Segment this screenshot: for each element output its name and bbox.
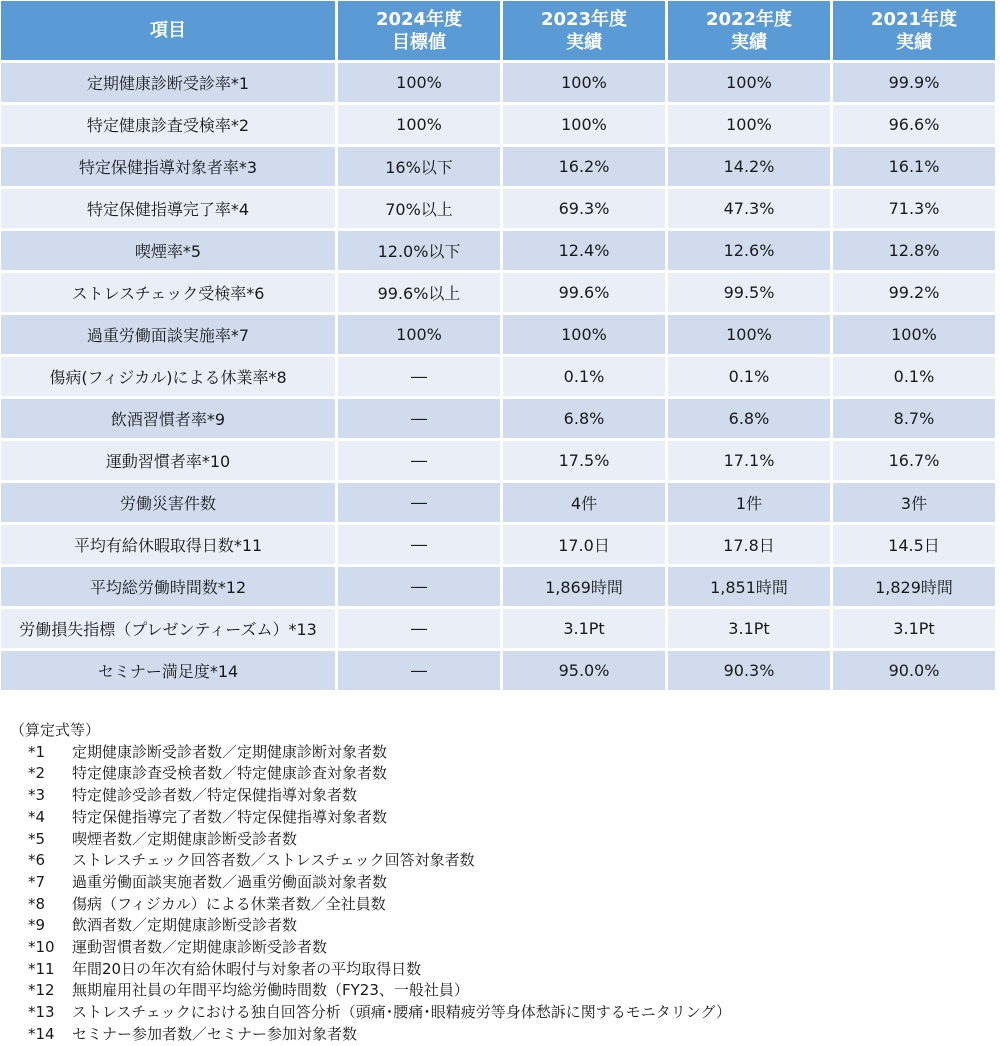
cell-item: 平均有給休暇取得日数*11 (1, 525, 335, 564)
cell-2023-actual: 100% (503, 315, 665, 354)
note-item (10, 980, 731, 1002)
note-item (10, 742, 731, 764)
cell-2022-actual: 1件 (668, 483, 830, 522)
note-text: 運動習慣者数／定期健康診断受診者数 (72, 938, 328, 957)
cell-2023-actual: 3.1Pt (503, 609, 665, 648)
cell-2024-target: ― (338, 567, 500, 606)
note-key: *5 (28, 829, 46, 848)
header-2023-actual: 2023年度 実績 (503, 1, 665, 60)
note-text: 過重労働面談実施者数／過重労働面談対象者数 (72, 872, 388, 891)
note-key: *14 (28, 1024, 55, 1043)
header-item: 項目 (1, 1, 335, 60)
cell-2021-actual: 100% (833, 315, 995, 354)
cell-2024-target: 99.6%以上 (338, 273, 500, 312)
cell-2024-target: 100% (338, 63, 500, 102)
note-text: 傷病（フィジカル）による休業者数／全社員数 (72, 894, 386, 913)
cell-2024-target: ― (338, 651, 500, 690)
cell-2021-actual: 16.1% (833, 147, 995, 186)
cell-2024-target: ― (338, 483, 500, 522)
cell-2022-actual: 12.6% (668, 231, 830, 270)
table-row (1, 567, 995, 606)
cell-2022-actual: 99.5% (668, 273, 830, 312)
cell-item: 特定保健指導対象者率*3 (1, 147, 335, 186)
cell-2024-target: ― (338, 441, 500, 480)
note-key: *8 (28, 894, 46, 913)
note-item (10, 829, 731, 851)
note-item (10, 872, 731, 894)
note-key: *12 (28, 981, 55, 1000)
cell-item: ストレスチェック受検率*6 (1, 273, 335, 312)
cell-2021-actual: 3.1Pt (833, 609, 995, 648)
cell-2024-target: 100% (338, 105, 500, 144)
cell-2021-actual: 0.1% (833, 357, 995, 396)
table-row (1, 231, 995, 270)
note-key: *9 (28, 916, 46, 935)
cell-2021-actual: 14.5日 (833, 525, 995, 564)
cell-item: 平均総労働時間数*12 (1, 567, 335, 606)
cell-2022-actual: 0.1% (668, 357, 830, 396)
cell-2023-actual: 100% (503, 105, 665, 144)
cell-item: 特定保健指導完了率*4 (1, 189, 335, 228)
cell-item: 労働損失指標（プレゼンティーズム）*13 (1, 609, 335, 648)
cell-2021-actual: 8.7% (833, 399, 995, 438)
cell-2022-actual: 6.8% (668, 399, 830, 438)
cell-2024-target: 16%以下 (338, 147, 500, 186)
table-row (1, 651, 995, 690)
cell-2022-actual: 14.2% (668, 147, 830, 186)
table-row (1, 399, 995, 438)
table-row (1, 273, 995, 312)
note-key: *10 (28, 938, 55, 957)
note-item (10, 1024, 731, 1046)
note-text: セミナー参加者数／セミナー参加対象者数 (72, 1024, 358, 1043)
cell-2022-actual: 90.3% (668, 651, 830, 690)
note-item (10, 959, 731, 981)
note-item (10, 850, 731, 872)
cell-item: 定期健康診断受診率*1 (1, 63, 335, 102)
cell-2022-actual: 100% (668, 315, 830, 354)
header-2021-actual: 2021年度 実績 (833, 1, 995, 60)
note-item (10, 937, 731, 959)
cell-2021-actual: 99.9% (833, 63, 995, 102)
notes-list (10, 742, 731, 1046)
note-text: 特定保健指導完了者数／特定保健指導対象者数 (72, 807, 388, 826)
note-item (10, 894, 731, 916)
note-text: 特定健康診査受検者数／特定健康診査対象者数 (72, 764, 388, 783)
cell-item: 飲酒習慣者率*9 (1, 399, 335, 438)
cell-2023-actual: 99.6% (503, 273, 665, 312)
note-item (10, 915, 731, 937)
cell-2021-actual: 1,829時間 (833, 567, 995, 606)
cell-2021-actual: 99.2% (833, 273, 995, 312)
note-text: 定期健康診断受診者数／定期健康診断対象者数 (72, 742, 388, 761)
calculation-notes (10, 720, 731, 1046)
table-row (1, 441, 995, 480)
cell-2023-actual: 12.4% (503, 231, 665, 270)
note-item (10, 785, 731, 807)
cell-2022-actual: 100% (668, 105, 830, 144)
note-text: 無期雇用社員の年間平均総労働時間数（FY23、一般社員） (72, 981, 469, 1000)
header-2024-target: 2024年度 目標値 (338, 1, 500, 60)
note-key: *11 (28, 959, 55, 978)
note-key: *4 (28, 807, 46, 826)
cell-2022-actual: 100% (668, 63, 830, 102)
cell-2021-actual: 96.6% (833, 105, 995, 144)
note-text: 飲酒者数／定期健康診断受診者数 (72, 916, 298, 935)
cell-2021-actual: 90.0% (833, 651, 995, 690)
cell-item: 過重労働面談実施率*7 (1, 315, 335, 354)
notes-heading: （算定式等） (10, 721, 101, 739)
cell-2023-actual: 17.0日 (503, 525, 665, 564)
cell-2023-actual: 17.5% (503, 441, 665, 480)
cell-item: 傷病(フィジカル)による休業率*8 (1, 357, 335, 396)
table-row (1, 525, 995, 564)
cell-2023-actual: 6.8% (503, 399, 665, 438)
table-row (1, 483, 995, 522)
note-key: *13 (28, 1003, 55, 1022)
cell-2024-target: ― (338, 357, 500, 396)
note-key: *2 (28, 764, 46, 783)
header-row (1, 1, 995, 60)
cell-item: 労働災害件数 (1, 483, 335, 522)
cell-2023-actual: 95.0% (503, 651, 665, 690)
note-text: ストレスチェックにおける独自回答分析（頭痛･腰痛･眼精疲労等身体愁訴に関するモニタリング） (72, 1003, 731, 1022)
cell-2023-actual: 69.3% (503, 189, 665, 228)
cell-2024-target: ― (338, 399, 500, 438)
note-text: 特定健診受診者数／特定保健指導対象者数 (72, 786, 358, 805)
table-row (1, 315, 995, 354)
table-row (1, 147, 995, 186)
cell-2023-actual: 1,869時間 (503, 567, 665, 606)
note-key: *3 (28, 786, 46, 805)
cell-2022-actual: 17.8日 (668, 525, 830, 564)
table-row (1, 357, 995, 396)
cell-2021-actual: 71.3% (833, 189, 995, 228)
cell-2024-target: 70%以上 (338, 189, 500, 228)
note-item (10, 763, 731, 785)
cell-item: 特定健康診査受検率*2 (1, 105, 335, 144)
cell-2024-target: 12.0%以下 (338, 231, 500, 270)
cell-item: 運動習慣者率*10 (1, 441, 335, 480)
cell-2024-target: 100% (338, 315, 500, 354)
cell-2024-target: ― (338, 525, 500, 564)
note-text: 喫煙者数／定期健康診断受診者数 (72, 829, 298, 848)
table-row (1, 609, 995, 648)
cell-2023-actual: 0.1% (503, 357, 665, 396)
cell-2021-actual: 12.8% (833, 231, 995, 270)
cell-2022-actual: 17.1% (668, 441, 830, 480)
note-key: *6 (28, 851, 46, 870)
cell-2023-actual: 4件 (503, 483, 665, 522)
cell-2021-actual: 3件 (833, 483, 995, 522)
cell-item: セミナー満足度*14 (1, 651, 335, 690)
note-item (10, 807, 731, 829)
table-body (1, 63, 995, 690)
cell-item: 喫煙率*5 (1, 231, 335, 270)
note-item (10, 1002, 731, 1024)
cell-2024-target: ― (338, 609, 500, 648)
header-2022-actual: 2022年度 実績 (668, 1, 830, 60)
cell-2023-actual: 100% (503, 63, 665, 102)
cell-2022-actual: 47.3% (668, 189, 830, 228)
note-key: *1 (28, 742, 46, 761)
cell-2022-actual: 1,851時間 (668, 567, 830, 606)
cell-2023-actual: 16.2% (503, 147, 665, 186)
cell-2021-actual: 16.7% (833, 441, 995, 480)
note-text: ストレスチェック回答者数／ストレスチェック回答対象者数 (72, 851, 475, 870)
note-key: *7 (28, 872, 46, 891)
table-row (1, 63, 995, 102)
table-row (1, 105, 995, 144)
table-row (1, 189, 995, 228)
cell-2022-actual: 3.1Pt (668, 609, 830, 648)
note-text: 年間20日の年次有給休暇付与対象者の平均取得日数 (72, 959, 422, 978)
